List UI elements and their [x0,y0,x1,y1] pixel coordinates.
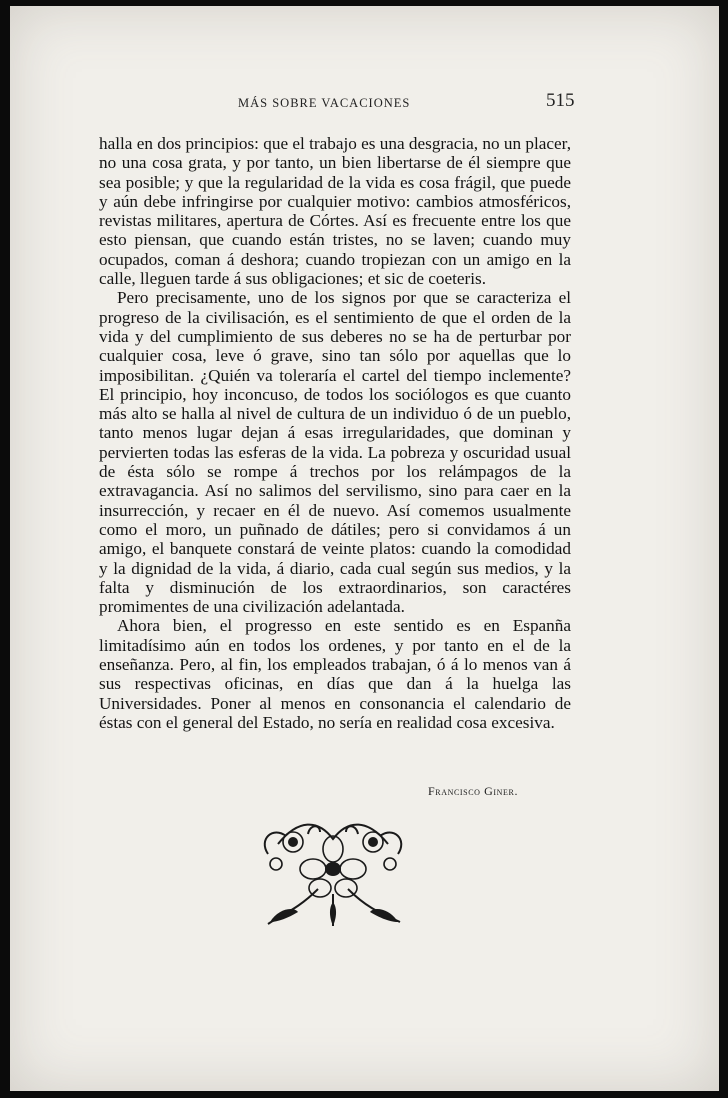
page-number: 515 [546,90,575,111]
book-page [10,6,719,1091]
running-title: MÁS SOBRE VACACIONES [238,96,411,110]
body-text [99,134,571,732]
running-head [10,90,719,118]
author-signature: Francisco Giner. [428,784,519,798]
paragraph: halla en dos principios: que el trabajo es una desgracia, no un placer, no una cosa grata, y por tanto, un bien libertarse de él siempre que sea posible; y que la regularidad de la vida es cosa frágil, que puede y aún debe infringirse por cualquier motivo: cambios atmosféricos, revistas militares, apertura de Córtes. Así es frecuente entre los que esto piensan, que cuando están tristes, no se laven; cuando muy ocupados, coman á deshora; cuando tropiezan con un amigo en la calle, lleguen tarde á sus obligaciones; et sic de coeteris. [99,134,571,289]
floral-ornament-icon [248,814,418,934]
paragraph: Ahora bien, el progresso en este sentido es en Espanña limitadísimo aún en todos los ordenes, y por tanto en el de la enseñanza. Pero, al fin, los empleados trabajan, ó á lo menos van á sus respectivas oficinas, en días que dan á la huelga las Universidades. Poner al menos en consonancia el calendario de éstas con el general del Estado, no sería en realidad cosa excesiva. [99,616,571,732]
paragraph: Pero precisamente, uno de los signos por que se caracteriza el progreso de la civilisación, es el sentimiento de que el orden de la vida y del cumplimiento de sus deberes no se ha de perturbar por cualquier cosa, leve ó grave, sino tan sólo por aquellas que lo imposibilitan. ¿Quién va toleraría el cartel del tiempo inclemente? El principio, hoy inconcuso, de todos los sociólogos es que cuanto más alto se halla al nivel de cultura de un individuo ó de un pueblo, tanto menos lugar dejan á esas irregularidades, que dominan y pervierten todas las esferas de la vida. La pobreza y oscuridad usual de ésta sólo se rompe á trechos por los relámpagos de la extravagancia. Así no salimos del servilismo, sino para caer en la insurrección, y recaer en él de nuevo. Así comemos usualmente como el moro, un puñnado de dátiles; pero si convidamos á un amigo, el banquete constará de veinte platos: cuando la comodidad y la dignidad de la vida, á diario, cada cual según sus medios, y la falta y disminución de los extraordinarios, son caractéres promimentes de una civilización adelantada. [99,288,571,617]
